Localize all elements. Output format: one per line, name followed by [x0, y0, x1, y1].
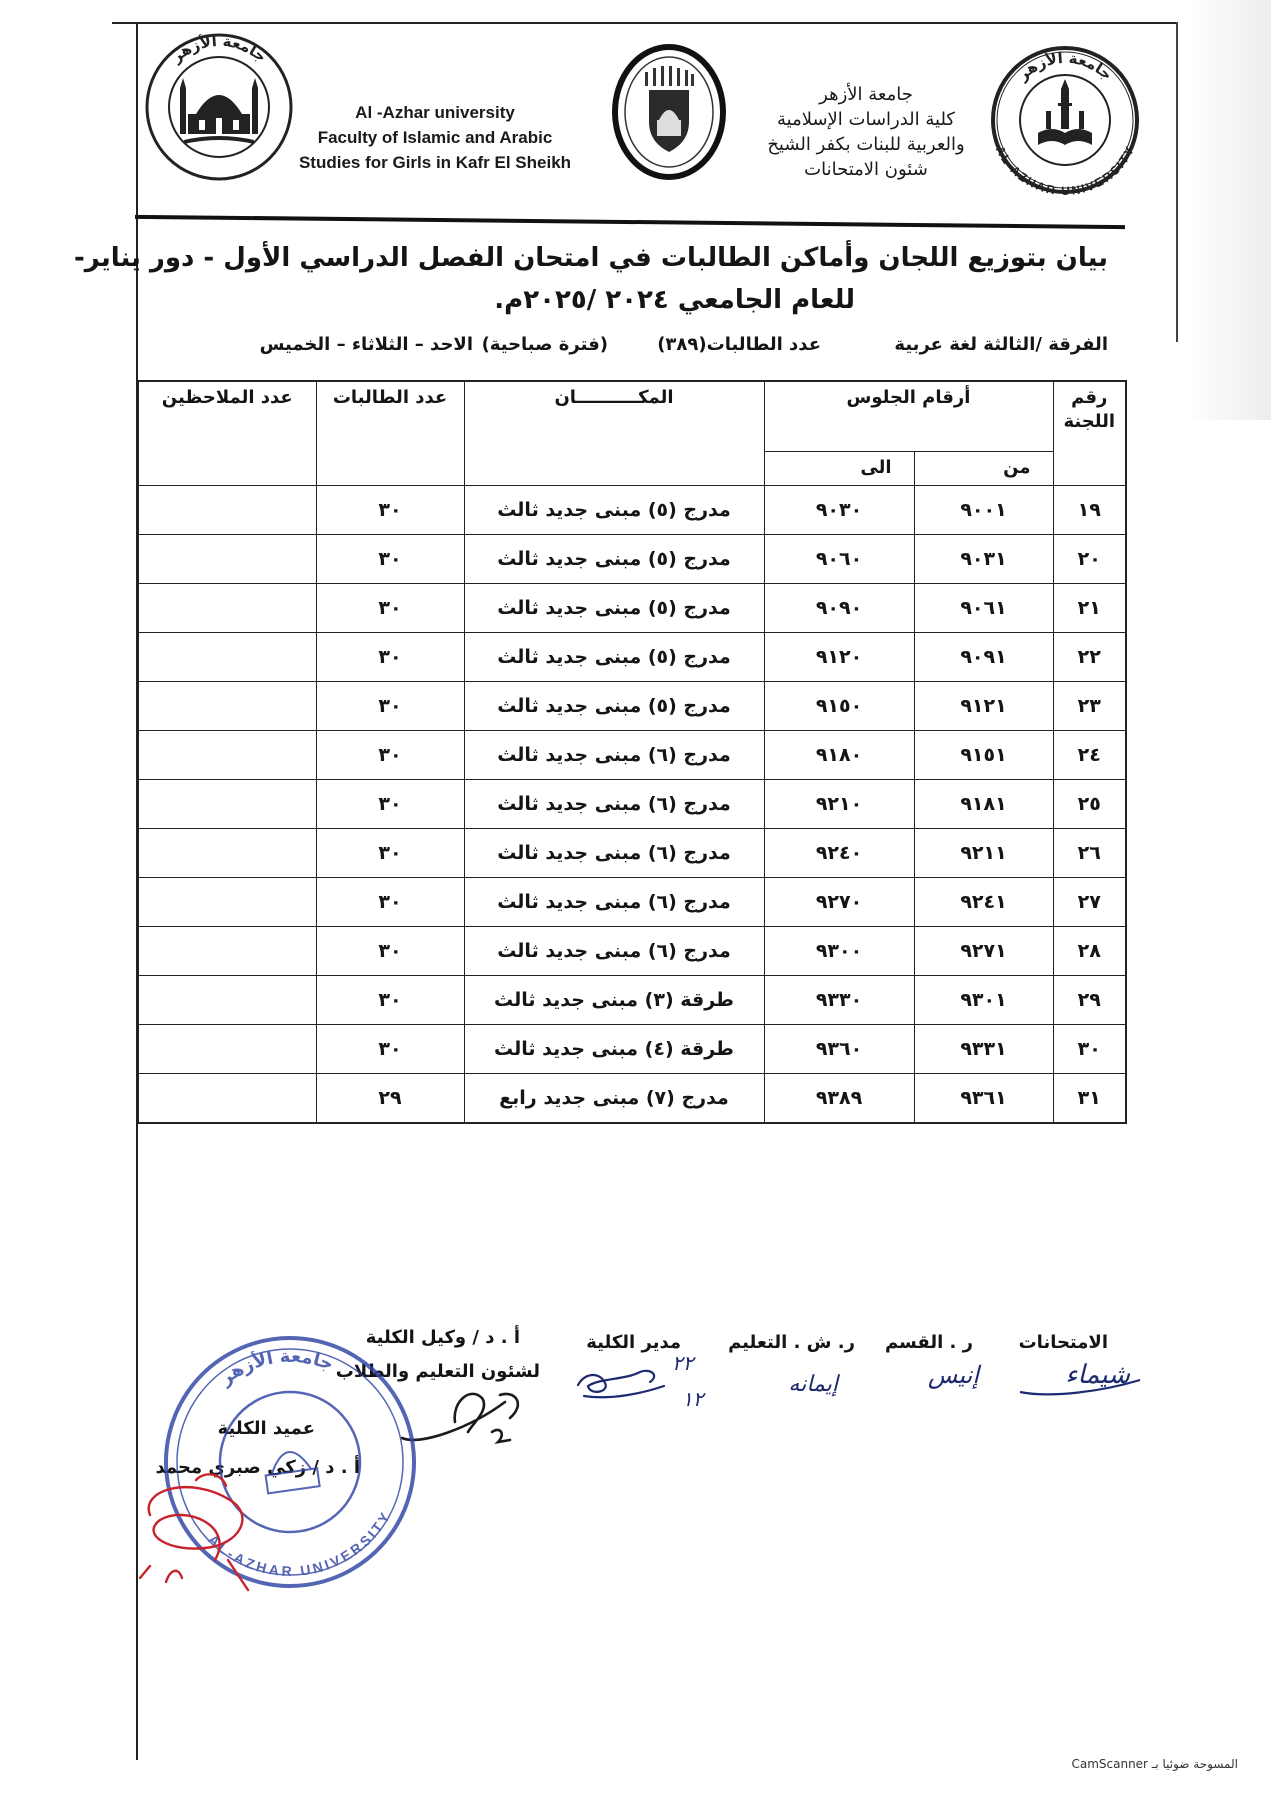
vice-dean-subtitle: لشئون التعليم والطلاب	[335, 1361, 540, 1382]
student-count-cell: ٣٠	[316, 534, 464, 583]
student-count-cell: ٣٠	[316, 681, 464, 730]
table-row	[138, 828, 1126, 877]
seat-to-cell: ٩٢١٠	[764, 779, 914, 828]
department-head-label: ر . القسم	[884, 1332, 973, 1353]
seat-to-cell: ٩٢٤٠	[764, 828, 914, 877]
committee-number-cell: ٢٨	[1053, 926, 1126, 975]
arabic-header-department: شئون الامتحانات	[804, 159, 928, 180]
observer-count-cell	[138, 779, 316, 828]
student-count-cell: ٣٠	[316, 926, 464, 975]
observer-count-cell	[138, 1073, 316, 1123]
header-rule	[135, 215, 1125, 229]
english-header-line-2: Faculty of Islamic and Arabic	[317, 128, 553, 147]
committee-number-cell: ٢٤	[1053, 730, 1126, 779]
english-header-line-3: Studies for Girls in Kafr El Sheikh	[298, 153, 572, 172]
seat-from-cell: ٩٢١١	[914, 828, 1053, 877]
observer-count-cell	[138, 730, 316, 779]
observer-count-cell	[138, 877, 316, 926]
seat-to-cell: ٩٠٩٠	[764, 583, 914, 632]
place-cell: مدرج (٦) مبنى جديد ثالث	[464, 877, 764, 926]
table-body	[138, 485, 1126, 1123]
committee-number-cell: ٢٧	[1053, 877, 1126, 926]
place-cell: مدرج (٦) مبنى جديد ثالث	[464, 926, 764, 975]
student-count-label: عدد الطالبات(٣٨٩)	[657, 334, 821, 355]
academic-year: للعام الجامعي ٢٠٢٤ /٢٠٢٥م.	[494, 285, 855, 315]
place-cell: مدرج (٦) مبنى جديد ثالث	[464, 779, 764, 828]
table-row	[138, 779, 1126, 828]
seat-to-cell: ٩١٥٠	[764, 681, 914, 730]
committee-number-cell: ٢١	[1053, 583, 1126, 632]
observer-count-cell	[138, 681, 316, 730]
committees-table-wrapper	[137, 380, 1125, 1124]
document-title: بيان بتوزيع اللجان وأماكن الطالبات في امتحان الفصل الدراسي الأول - دور يناير-	[73, 243, 1108, 273]
student-count-cell: ٣٠	[316, 877, 464, 926]
university-logo	[990, 45, 1140, 195]
table-row	[138, 534, 1126, 583]
observer-count-cell	[138, 534, 316, 583]
observer-count-header: عدد الملاحظين	[138, 381, 316, 485]
place-cell: طرقة (٣) مبنى جديد ثالث	[464, 975, 764, 1024]
place-cell: مدرج (٦) مبنى جديد ثالث	[464, 730, 764, 779]
place-cell: مدرج (٥) مبنى جديد ثالث	[464, 681, 764, 730]
observer-count-cell	[138, 485, 316, 534]
seat-from-cell: ٩٣٠١	[914, 975, 1053, 1024]
dean-label: عميد الكلية	[217, 1418, 315, 1439]
stamp-bottom-text	[204, 1507, 401, 1592]
student-count-cell: ٣٠	[316, 730, 464, 779]
seat-from-cell: ٩٠٦١	[914, 583, 1053, 632]
observer-count-cell	[138, 632, 316, 681]
table-row	[138, 1073, 1126, 1123]
table-row	[138, 975, 1126, 1024]
logo-top-text: جامعة الأزهر	[167, 32, 271, 66]
vice-dean-label: أ . د / وكيل الكلية	[365, 1327, 520, 1348]
stamp-top-text	[213, 1338, 339, 1391]
committees-table	[137, 380, 1127, 1124]
scan-shadow	[1185, 0, 1271, 420]
student-count-cell: ٣٠	[316, 779, 464, 828]
seat-to-cell: ٩٠٦٠	[764, 534, 914, 583]
place-cell: طرقة (٤) مبنى جديد ثالث	[464, 1024, 764, 1073]
days-label: الاحد – الثلاثاء – الخميس	[259, 334, 473, 355]
place-cell: مدرج (٥) مبنى جديد ثالث	[464, 632, 764, 681]
table-row	[138, 1024, 1126, 1073]
table-row	[138, 583, 1126, 632]
signature-date-month: ١٢	[682, 1387, 704, 1411]
frame-top-line	[112, 22, 1176, 24]
education-head-label: ر. ش . التعليم	[728, 1332, 855, 1353]
committee-number-cell: ٣٠	[1053, 1024, 1126, 1073]
committee-number-cell: ٣١	[1053, 1073, 1126, 1123]
seat-to-cell: ٩٣٨٩	[764, 1073, 914, 1123]
seat-to-cell: ٩٣٣٠	[764, 975, 914, 1024]
seat-from-cell: ٩١٨١	[914, 779, 1053, 828]
seat-to-cell: ٩١٢٠	[764, 632, 914, 681]
student-count-cell: ٣٠	[316, 1024, 464, 1073]
student-count-header: عدد الطالبات	[316, 381, 464, 485]
arabic-header-faculty-1: كلية الدراسات الإسلامية	[776, 109, 955, 130]
table-row	[138, 730, 1126, 779]
student-count-cell: ٣٠	[316, 975, 464, 1024]
seat-from-cell: ٩٣٦١	[914, 1073, 1053, 1123]
observer-count-cell	[138, 583, 316, 632]
seat-to-header: الى	[764, 451, 914, 485]
vice-dean-signature	[402, 1394, 518, 1442]
exams-signature: شيماء	[1065, 1360, 1130, 1390]
seat-to-cell: ٩٣٠٠	[764, 926, 914, 975]
observer-count-cell	[138, 926, 316, 975]
seat-to-cell: ٩٣٦٠	[764, 1024, 914, 1073]
seat-to-cell: ٩٢٧٠	[764, 877, 914, 926]
seat-from-cell: ٩١٢١	[914, 681, 1053, 730]
college-manager-label: مدير الكلية	[586, 1332, 681, 1353]
english-header	[285, 100, 585, 175]
seat-from-cell: ٩٠٣١	[914, 534, 1053, 583]
committee-number-cell: ٢٦	[1053, 828, 1126, 877]
committee-number-cell: ٢٥	[1053, 779, 1126, 828]
seat-from-cell: ٩٠٩١	[914, 632, 1053, 681]
student-count-cell: ٣٠	[316, 632, 464, 681]
arabic-header-faculty-2: والعربية للبنات بكفر الشيخ	[767, 134, 965, 155]
place-cell: مدرج (٥) مبنى جديد ثالث	[464, 583, 764, 632]
committee-number-cell: ٢٢	[1053, 632, 1126, 681]
frame-right-line	[1176, 22, 1178, 342]
observer-count-cell	[138, 828, 316, 877]
seat-from-cell: ٩٢٤١	[914, 877, 1053, 926]
signature-date-day: ٢٢	[672, 1351, 694, 1375]
committee-number-header: رقم اللجنة	[1053, 381, 1126, 485]
student-count-cell: ٣٠	[316, 828, 464, 877]
seat-from-header: من	[914, 451, 1053, 485]
logo-top-text: جامعة الأزهر	[1013, 48, 1117, 84]
place-cell: مدرج (٥) مبنى جديد ثالث	[464, 485, 764, 534]
place-cell: مدرج (٥) مبنى جديد ثالث	[464, 534, 764, 583]
azhar-emblem	[609, 42, 729, 182]
committee-number-cell: ٢٠	[1053, 534, 1126, 583]
table-row	[138, 926, 1126, 975]
observer-count-cell	[138, 1024, 316, 1073]
seat-from-cell: ٩٢٧١	[914, 926, 1053, 975]
student-count-cell: ٢٩	[316, 1073, 464, 1123]
stamp-bottom-textpath: AL-AZHAR UNIVERSITY	[204, 1508, 395, 1580]
period-label: (فترة صباحية)	[481, 334, 608, 355]
committee-number-cell: ٢٩	[1053, 975, 1126, 1024]
committee-number-cell: ٢٣	[1053, 681, 1126, 730]
seat-to-cell: ٩٠٣٠	[764, 485, 914, 534]
stamp-top-textpath: جامعة الأزهر	[215, 1345, 337, 1390]
place-cell: مدرج (٧) مبنى جديد رابع	[464, 1073, 764, 1123]
observer-count-cell	[138, 975, 316, 1024]
scanner-watermark: المسوحة ضوئيا بـ CamScanner	[1071, 1757, 1238, 1771]
student-count-cell: ٣٠	[316, 485, 464, 534]
arabic-header	[716, 82, 1016, 182]
dean-name: أ . د / زكي صبري محمد	[155, 1457, 360, 1478]
college-manager-signature	[578, 1371, 664, 1397]
seat-from-cell: ٩١٥١	[914, 730, 1053, 779]
seat-numbers-header: أرقام الجلوس	[764, 381, 1053, 451]
seat-from-cell: ٩٣٣١	[914, 1024, 1053, 1073]
student-count-cell: ٣٠	[316, 583, 464, 632]
table-row	[138, 632, 1126, 681]
logo-bottom-text: AL-AZHAR UNIVERSITY	[993, 143, 1137, 195]
arabic-header-university: جامعة الأزهر	[819, 84, 913, 105]
table-header-row	[138, 381, 1126, 451]
dean-signature-red	[140, 1474, 248, 1590]
seat-to-cell: ٩١٨٠	[764, 730, 914, 779]
table-row	[138, 485, 1126, 534]
seat-from-cell: ٩٠٠١	[914, 485, 1053, 534]
education-signature: إيمانه	[788, 1372, 838, 1397]
table-row	[138, 877, 1126, 926]
place-header: المكــــــــــان	[464, 381, 764, 485]
table-row	[138, 681, 1126, 730]
committee-number-cell: ١٩	[1053, 485, 1126, 534]
exams-signature-label: الامتحانات	[1018, 1332, 1108, 1353]
english-header-line-1: Al -Azhar university	[355, 103, 515, 122]
class-label: الفرقة /الثالثة لغة عربية	[894, 334, 1108, 355]
department-signature: إنيس	[927, 1361, 979, 1389]
place-cell: مدرج (٦) مبنى جديد ثالث	[464, 828, 764, 877]
faculty-logo	[144, 32, 294, 182]
